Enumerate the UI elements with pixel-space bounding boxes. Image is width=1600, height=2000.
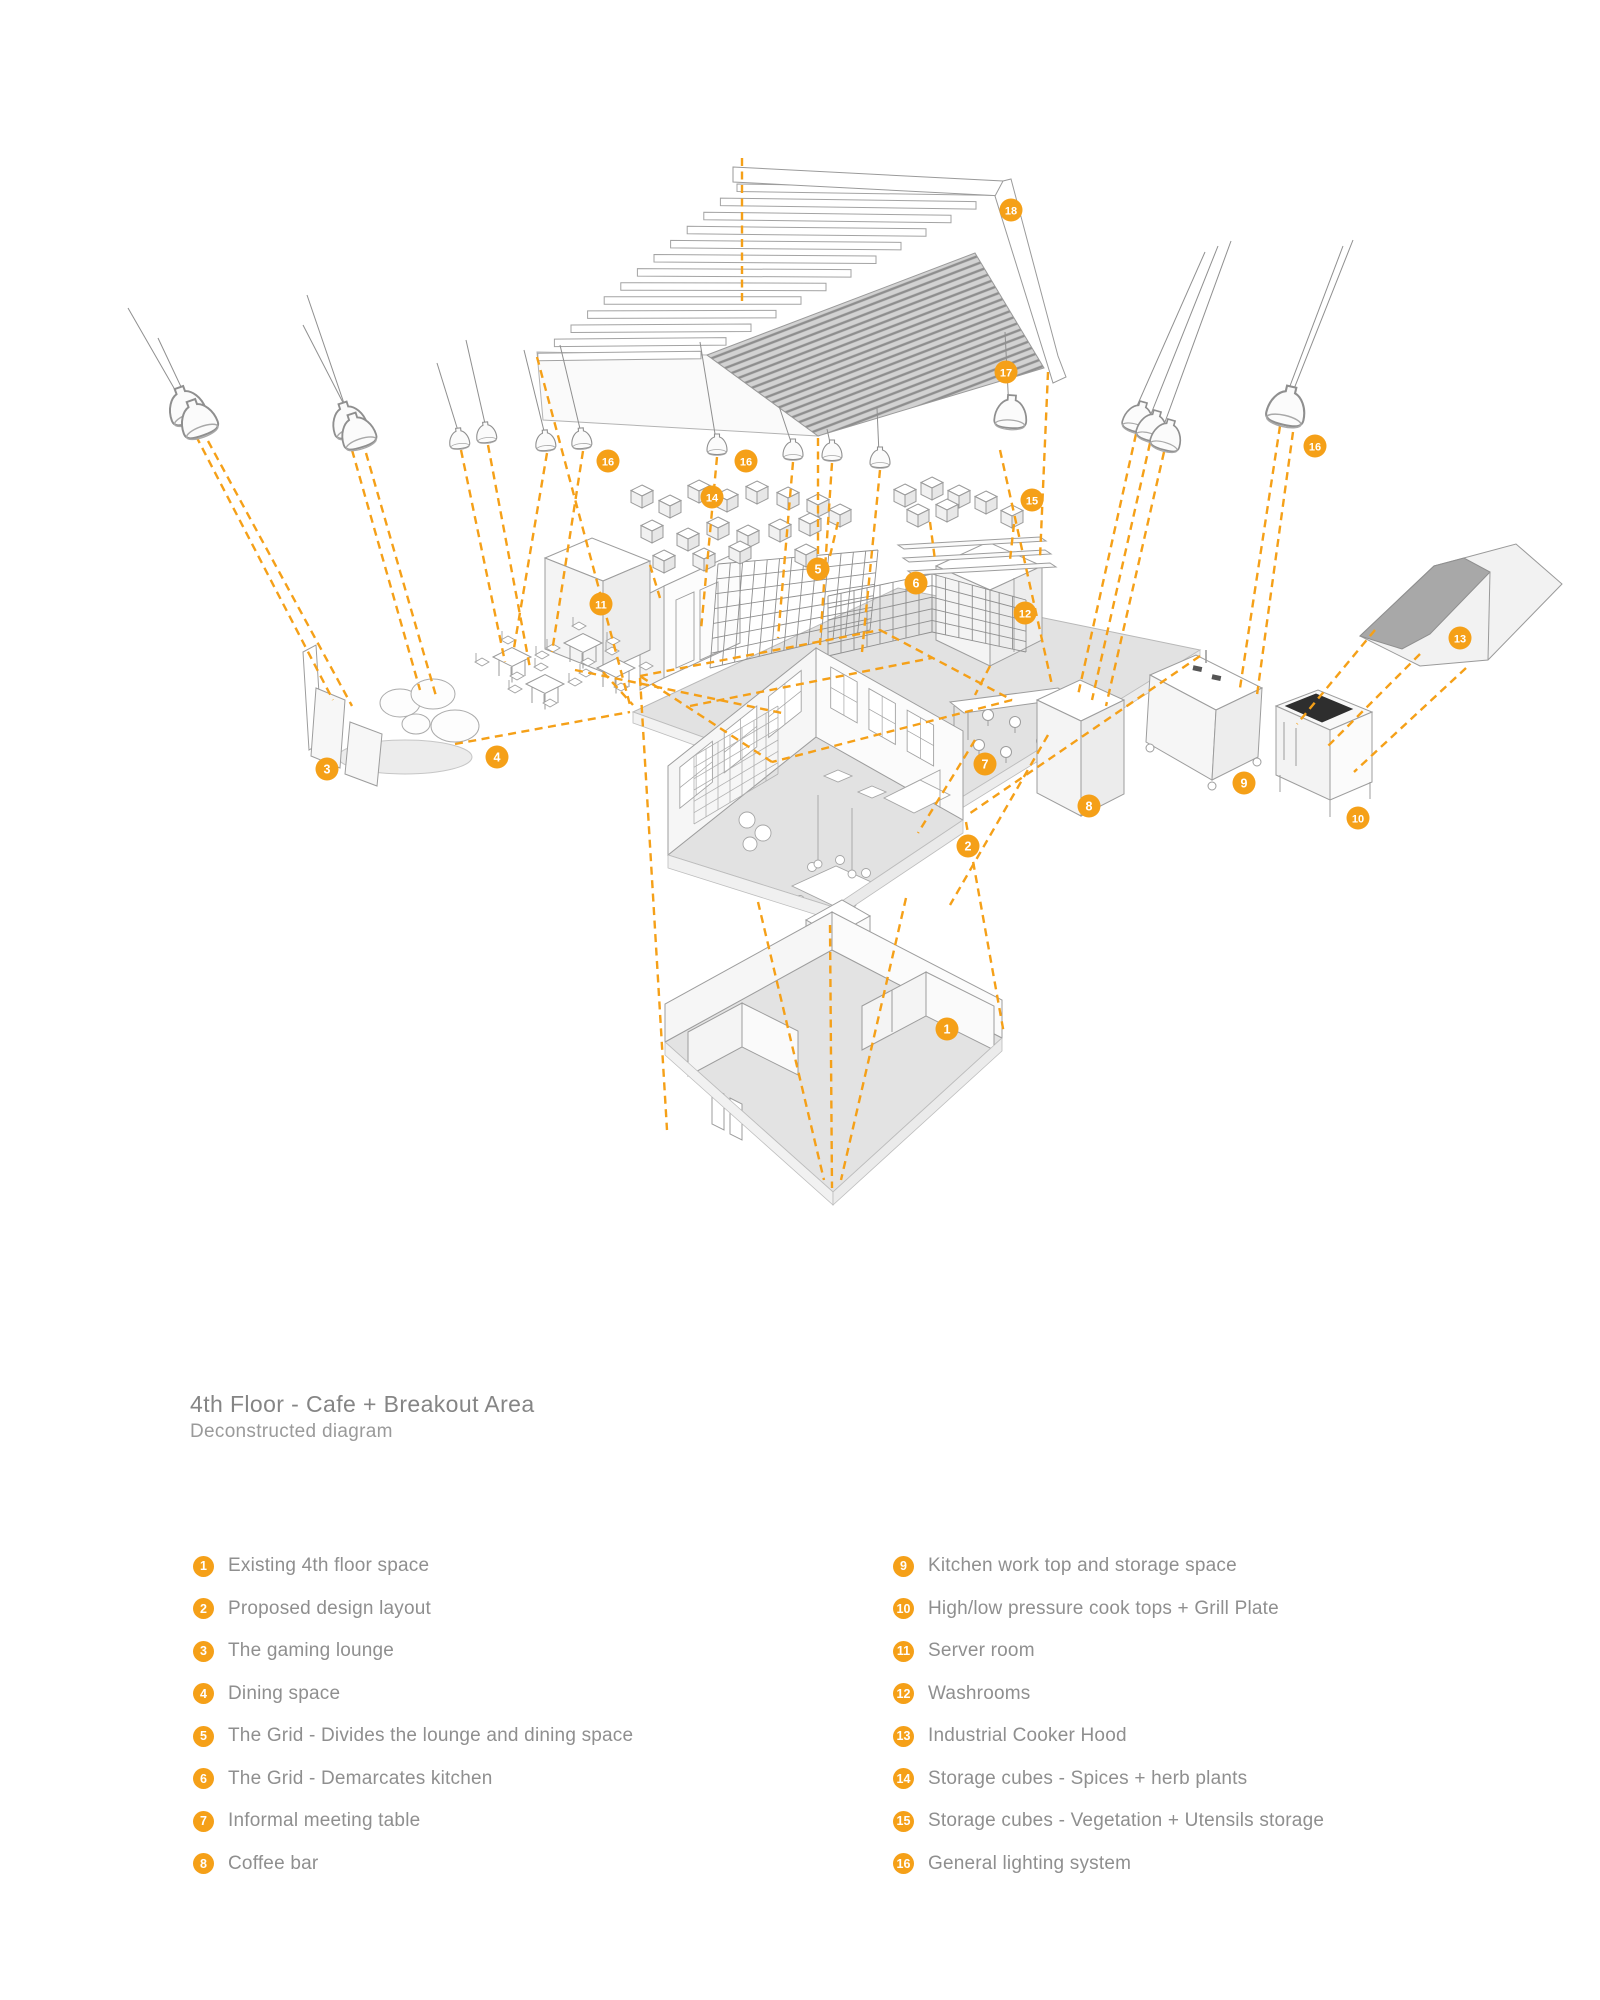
pendant-lamp-icon xyxy=(994,394,1028,431)
legend-label: General lighting system xyxy=(928,1852,1132,1874)
leader-line xyxy=(455,712,630,744)
bar-stool xyxy=(1010,717,1021,728)
bar-stool xyxy=(983,710,994,721)
leader-line xyxy=(830,522,838,556)
legend-item xyxy=(193,1843,633,1886)
legend-label: The gaming lounge xyxy=(228,1640,395,1662)
pendant-lamp-icon xyxy=(475,421,497,444)
leader-line xyxy=(488,445,530,668)
diagram-marker-15 xyxy=(1021,489,1044,512)
lamp-stem xyxy=(1133,252,1205,415)
diagram-marker-8 xyxy=(1078,795,1101,818)
legend-right-column xyxy=(893,1545,1324,1885)
diagram-marker-16 xyxy=(597,450,620,473)
legend-number-badge: 5 xyxy=(193,1726,214,1747)
svg-text:8: 8 xyxy=(1085,799,1093,814)
svg-text:16: 16 xyxy=(739,456,753,469)
diagram-marker-6 xyxy=(905,572,928,595)
legend-label: Storage cubes - Spices + herb plants xyxy=(928,1767,1248,1789)
svg-text:18: 18 xyxy=(1004,205,1018,218)
legend-label: The Grid - Demarcates kitchen xyxy=(228,1767,493,1789)
legend-item xyxy=(193,1545,633,1588)
svg-text:6: 6 xyxy=(912,576,920,591)
svg-text:1: 1 xyxy=(943,1022,951,1037)
storage-cube xyxy=(729,541,751,564)
diagram-marker-9 xyxy=(1233,772,1256,795)
legend-item xyxy=(193,1673,633,1716)
svg-text:14: 14 xyxy=(705,492,719,505)
leader-line xyxy=(1240,426,1280,688)
svg-text:16: 16 xyxy=(601,456,615,469)
storage-cube xyxy=(677,528,699,551)
diagram-marker-14 xyxy=(701,486,724,509)
svg-text:3: 3 xyxy=(323,762,331,777)
storage-cubes-vegetation xyxy=(894,477,1023,528)
storage-cube xyxy=(975,491,997,514)
legend-item xyxy=(193,1800,633,1843)
storage-cube xyxy=(659,495,681,518)
pendant-lamp-icon xyxy=(707,434,727,456)
legend-item xyxy=(893,1673,1324,1716)
page-subtitle: Deconstructed diagram xyxy=(190,1421,393,1442)
pendant-lamp-icon xyxy=(448,427,470,450)
legend-label: The Grid - Divides the lounge and dining space xyxy=(228,1725,634,1747)
storage-cube xyxy=(693,548,715,571)
legend-number-badge: 6 xyxy=(193,1768,214,1789)
legend-item xyxy=(893,1758,1324,1801)
storage-cube xyxy=(829,504,851,527)
legend-number-badge: 9 xyxy=(893,1556,914,1577)
legend-number-badge: 12 xyxy=(893,1683,914,1704)
kitchen-worktop xyxy=(1146,650,1262,790)
legend-number-badge: 16 xyxy=(893,1853,914,1874)
legend-number-badge: 3 xyxy=(193,1641,214,1662)
legend-number-badge: 2 xyxy=(193,1598,214,1619)
legend-item xyxy=(193,1715,633,1758)
lamp-stem xyxy=(1288,240,1353,404)
lamp-stem xyxy=(128,308,182,402)
leader-line xyxy=(366,453,436,696)
legend-label: Coffee bar xyxy=(228,1852,319,1874)
legend-label: Dining space xyxy=(228,1682,341,1704)
legend-label: Washrooms xyxy=(928,1682,1031,1704)
legend-item xyxy=(893,1715,1324,1758)
legend-number-badge: 1 xyxy=(193,1556,214,1577)
pendant-lamp-icon xyxy=(1264,382,1310,430)
diagram-marker-1 xyxy=(936,1018,959,1041)
svg-text:4: 4 xyxy=(493,750,501,765)
svg-text:15: 15 xyxy=(1025,495,1039,508)
leader-line xyxy=(1040,372,1048,558)
svg-text:10: 10 xyxy=(1351,813,1365,826)
storage-cube xyxy=(746,481,768,504)
legend-number-badge: 15 xyxy=(893,1811,914,1832)
bean-bags xyxy=(380,679,479,742)
legend-item xyxy=(193,1758,633,1801)
legend-item xyxy=(893,1800,1324,1843)
legend-left-column xyxy=(193,1545,633,1885)
legend-label: Storage cubes - Vegetation + Utensils storage xyxy=(928,1810,1325,1832)
leader-line xyxy=(640,678,667,1130)
roof-fin xyxy=(571,324,751,333)
storage-cube xyxy=(894,484,916,507)
pendant-lamp-icon xyxy=(822,440,842,462)
ceiling-louver-assembly xyxy=(537,167,1066,436)
lamp-stem xyxy=(307,295,349,418)
pendant-lamp-icon xyxy=(783,439,803,461)
lamp-stem xyxy=(1147,246,1218,424)
diagram-marker-11 xyxy=(590,593,613,616)
lamp-stem xyxy=(1161,241,1231,433)
pendant-lamp-icon xyxy=(571,427,592,450)
diagram-marker-12 xyxy=(1014,602,1037,625)
leader-line xyxy=(461,450,505,662)
legend-number-badge: 11 xyxy=(893,1641,914,1662)
legend-number-badge: 10 xyxy=(893,1598,914,1619)
diagram-marker-7 xyxy=(974,753,997,776)
svg-text:5: 5 xyxy=(814,562,822,577)
roof-fin xyxy=(588,310,776,318)
lamp-stem xyxy=(437,363,459,434)
storage-cube xyxy=(653,550,675,573)
lounge-screen-1 xyxy=(311,688,345,768)
leader-line xyxy=(208,441,352,706)
roof-fin xyxy=(621,283,826,291)
diagram-marker-16 xyxy=(735,450,758,473)
svg-text:9: 9 xyxy=(1240,776,1248,791)
roof-fin xyxy=(637,269,851,278)
roof-fin xyxy=(720,198,976,209)
legend-item xyxy=(193,1588,633,1631)
diagram-marker-2 xyxy=(957,835,980,858)
legend-item xyxy=(893,1588,1324,1631)
storage-cube xyxy=(921,477,943,500)
legend-number-badge: 13 xyxy=(893,1726,914,1747)
coffee-bar-box xyxy=(1037,680,1124,816)
legend-label: Informal meeting table xyxy=(228,1810,421,1832)
legend-item xyxy=(893,1630,1324,1673)
legend-label: High/low pressure cook tops + Grill Plate xyxy=(928,1597,1279,1619)
lounge-screen-2 xyxy=(345,722,382,786)
diagram-marker-13 xyxy=(1449,627,1472,650)
storage-cube xyxy=(936,499,958,522)
roof-fin xyxy=(687,226,926,236)
bar-stool xyxy=(1001,747,1012,758)
legend-label: Industrial Cooker Hood xyxy=(928,1725,1127,1747)
legend-label: Kitchen work top and storage space xyxy=(928,1555,1237,1577)
legend-item xyxy=(893,1843,1324,1886)
leader-line xyxy=(930,522,935,560)
roof-fin xyxy=(604,297,801,305)
legend-label: Existing 4th floor space xyxy=(228,1555,430,1577)
legend-item xyxy=(193,1630,633,1673)
pendant-lamp-icon xyxy=(870,447,890,469)
legend-label: Proposed design layout xyxy=(228,1597,431,1619)
legend-label: Server room xyxy=(928,1640,1035,1662)
svg-text:11: 11 xyxy=(595,599,607,612)
storage-cube xyxy=(907,504,929,527)
leader-line xyxy=(514,453,547,648)
legend-number-badge: 14 xyxy=(893,1768,914,1789)
storage-cube xyxy=(631,485,653,508)
title-block xyxy=(190,1391,535,1443)
svg-text:13: 13 xyxy=(1453,633,1467,646)
diagram-marker-10 xyxy=(1347,807,1370,830)
storage-cube xyxy=(641,520,663,543)
diagram-marker-18 xyxy=(1000,199,1023,222)
diagram-marker-16 xyxy=(1304,435,1327,458)
leader-line xyxy=(1257,432,1293,695)
cook-tops-unit xyxy=(1276,690,1372,817)
diagram-marker-5 xyxy=(807,558,830,581)
diagram-marker-4 xyxy=(486,746,509,769)
legend-number-badge: 8 xyxy=(193,1853,214,1874)
legend-item xyxy=(893,1545,1324,1588)
svg-text:7: 7 xyxy=(981,757,989,772)
page-title: 4th Floor - Cafe + Breakout Area xyxy=(190,1391,535,1417)
svg-text:2: 2 xyxy=(964,839,972,854)
legend-number-badge: 7 xyxy=(193,1811,214,1832)
diagram-marker-3 xyxy=(316,758,339,781)
lamp-stem xyxy=(1282,246,1343,407)
roof-fin xyxy=(671,240,901,250)
legend-number-badge: 4 xyxy=(193,1683,214,1704)
existing-floor xyxy=(665,912,1002,1205)
svg-text:17: 17 xyxy=(999,367,1013,380)
diagram-marker-17 xyxy=(995,361,1018,384)
lamp-stem xyxy=(466,340,486,428)
svg-text:16: 16 xyxy=(1308,441,1322,454)
leader-line xyxy=(352,450,420,690)
pendant-lamp-icon xyxy=(535,429,556,452)
svg-text:12: 12 xyxy=(1018,608,1032,621)
roof-fin xyxy=(654,255,876,264)
